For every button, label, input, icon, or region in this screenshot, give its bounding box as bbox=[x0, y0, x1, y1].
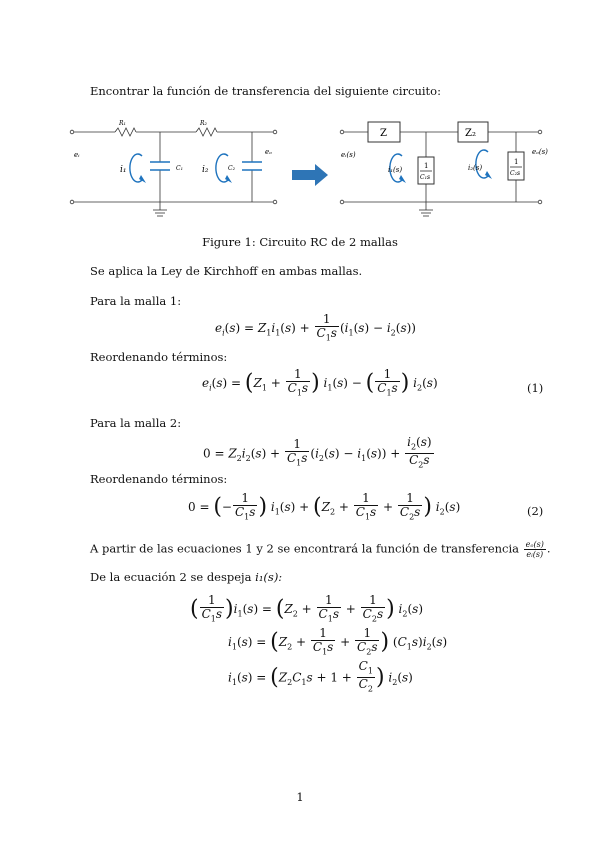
label-i1-s: i₁(s) bbox=[388, 166, 403, 174]
label-c1-num: 1 bbox=[424, 162, 429, 170]
equation-2-number: (2) bbox=[527, 504, 544, 518]
label-r1: R₁ bbox=[119, 120, 126, 127]
equation-1: $e_i(s) = (Z_1$ + $\frac{1}{C_1s}$ ) $i_1(s)$ − ( $\frac{1}{C_1s}$ ) $i_2(s)$ bbox=[202, 367, 438, 398]
label-ei: eᵢ bbox=[74, 151, 80, 159]
intro-text: Encontrar la función de transferencia del siguiente circuito: bbox=[90, 84, 441, 98]
label-i2: i₂ bbox=[202, 165, 209, 175]
ratio-denominator: eᵢ(s) bbox=[526, 550, 544, 559]
label-z2: Z₂ bbox=[465, 128, 476, 139]
derivation-line-3: $i_1(s) = (Z_2C_1s + 1$ + $\frac{C_1}{C_2}$ ) $i_2(s)$ bbox=[228, 659, 413, 694]
label-z: Z bbox=[380, 128, 387, 139]
circuit-figure bbox=[0, 112, 600, 222]
equation-1-number: (1) bbox=[527, 381, 544, 395]
derivation-line-1: ( $\frac{1}{C_1s}$ )$i_1(s) = (Z_2$ + $\frac{1}{C_1s}$ + $\frac{1}{C_2s}$ ) $i_2(s)$ bbox=[190, 593, 424, 624]
label-eo: eₒ bbox=[265, 148, 272, 156]
label-i1: i₁ bbox=[120, 165, 127, 175]
label-c2-den: C₂s bbox=[510, 170, 521, 177]
apartir-prefix: A partir de las ecuaciones 1 y 2 se encontrará la función de transferencia bbox=[90, 541, 520, 556]
equation-malla2: $0 = Z_2i_2(s)$ + $\frac{1}{C_1s}$ $(i_2(s) - i_1(s))$ + $\frac{i_2(s)}{C_2s}$ bbox=[203, 435, 432, 470]
transform-arrow bbox=[292, 164, 328, 186]
despeja-text bbox=[90, 570, 282, 584]
malla2-text: Para la malla 2: bbox=[90, 416, 182, 430]
page-number: 1 bbox=[296, 790, 304, 804]
label-ei-s: eᵢ(s) bbox=[341, 151, 356, 159]
equation-2: 0 = (− $\frac{1}{C_1s}$ ) $i_1(s) + (Z_2$ + $\frac{1}{C_1s}$ + $\frac{1}{C_2s}$ ) $i_2(s)$ bbox=[188, 491, 461, 522]
despeja-var: i₁(s): bbox=[255, 570, 283, 584]
label-r2: R₂ bbox=[200, 120, 207, 127]
reordenando1-text: Reordenando términos: bbox=[90, 350, 228, 364]
malla1-text: Para la malla 1: bbox=[90, 294, 182, 308]
equation-malla1: $e_i(s) = Z_1i_1(s)$ + $\frac{1}{C_1s}$ $(i_1(s) - i_2(s))$ bbox=[215, 312, 416, 343]
kirchhoff-text: Se aplica la Ley de Kirchhoff en ambas mallas. bbox=[90, 264, 363, 278]
despeja-prefix: De la ecuación 2 se despeja bbox=[90, 570, 252, 584]
ratio-numerator: eₒ(s) bbox=[525, 540, 544, 549]
label-c2-num: 1 bbox=[514, 158, 519, 166]
figure-caption: Figure 1: Circuito RC de 2 mallas bbox=[202, 235, 398, 249]
label-c1: C₁ bbox=[176, 165, 183, 172]
apartir-text: A partir de las ecuaciones 1 y 2 se encontrará la función de transferencia $\frac{\text{eₒ(s)}}{\text{eᵢ(s)}}$ . bbox=[90, 540, 551, 559]
label-eo-s: eₒ(s) bbox=[532, 148, 548, 156]
label-c1-den: C₁s bbox=[420, 174, 431, 181]
reordenando2-text: Reordenando términos: bbox=[90, 472, 228, 486]
label-c2: C₂ bbox=[228, 165, 235, 172]
eo-ei-ratio bbox=[524, 540, 546, 559]
derivation-line-2: $i_1(s) = (Z_2$ + $\frac{1}{C_1s}$ + $\frac{1}{C_2s}$ ) $(C_1s)i_2(s)$ bbox=[228, 626, 448, 657]
label-i2-s: i₂(s) bbox=[468, 164, 483, 172]
